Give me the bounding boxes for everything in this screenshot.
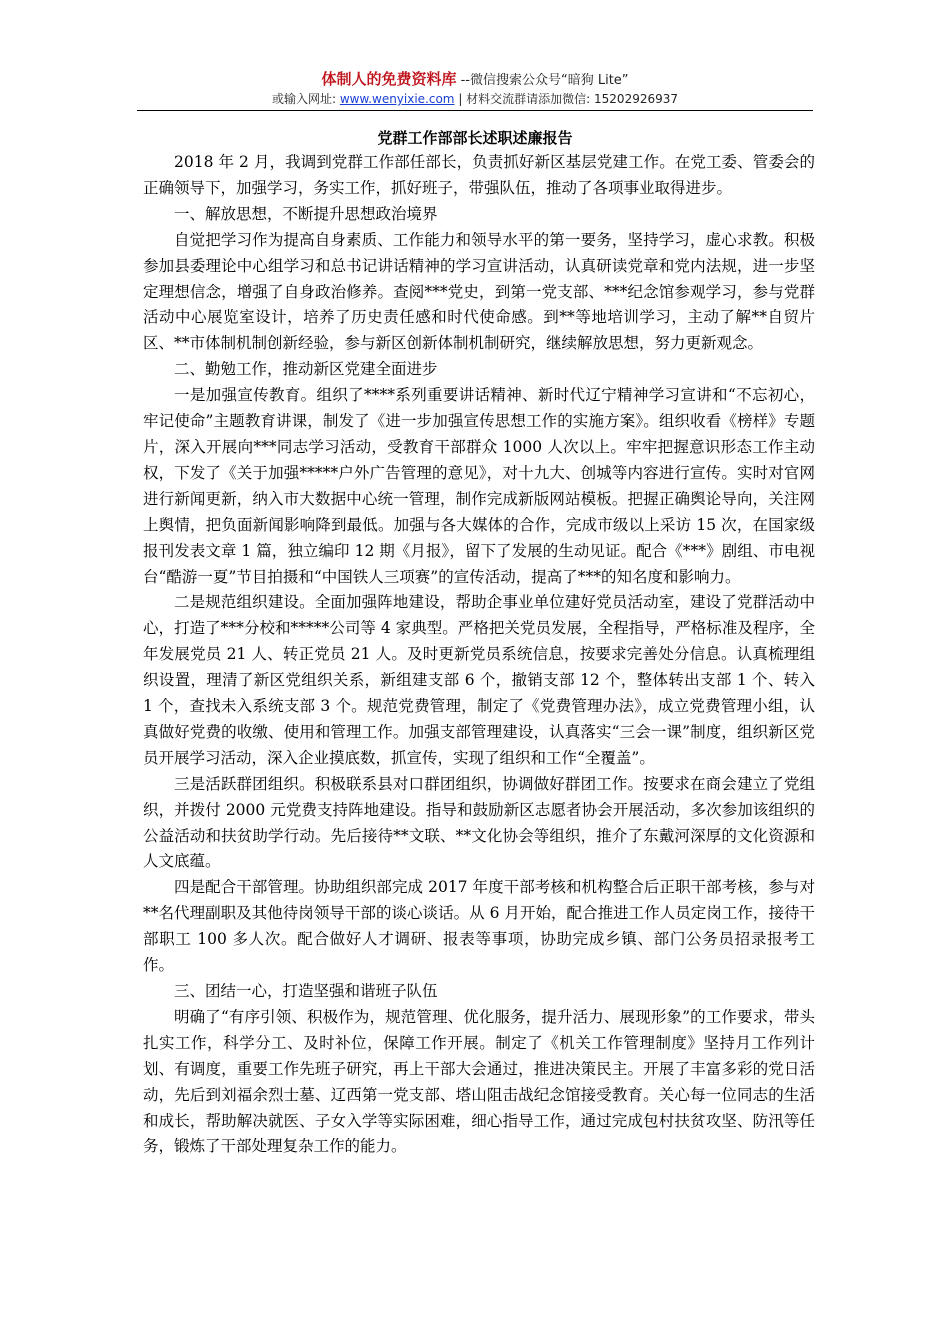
header-divider	[137, 110, 813, 111]
section-heading-3: 三、团结一心，打造坚强和谐班子队伍	[174, 982, 438, 1000]
document-body	[143, 150, 815, 1160]
document-title: 党群工作部部长述职述廉报告	[377, 129, 573, 147]
url-prefix: 或输入网址:	[271, 92, 340, 106]
brand-name: 体制人的免费资料库	[321, 70, 457, 88]
paragraph: 四是配合干部管理。协助组织部完成 2017 年度干部考核和机构整合后正职干部考核，参与对**名代理副职及其他待岗领导干部的谈心谈话。从 6 月开始，配合推进工作人员定岗工作，接待干部职工 100 多人次。配合做好人才调研、报表等事项，协助完成乡镇、部门公务员招录报考工作。	[143, 878, 815, 975]
paragraph-intro: 2018 年 2 月，我调到党群工作部任部长，负责抓好新区基层党建工作。在党工委、管委会的正确领导下，加强学习，务实工作，抓好班子，带强队伍，推动了各项事业取得进步。	[143, 153, 815, 197]
contact-info: | 材料交流群请添加微信: 15202926937	[454, 92, 679, 106]
page-header	[0, 70, 950, 108]
paragraph: 二是规范组织建设。全面加强阵地建设，帮助企事业单位建好党员活动室，建设了党群活动中心，打造了***分校和*****公司等 4 家典型。严格把关党员发展，全程指导，严格标准及程序，全年发展党员 21 人、转正党员 21 人。及时更新党员系统信息，按要求完善处分信息。认真梳理组织设置，理清了新区党组织关系，新组建支部 6 个，撤销支部 12 个，整体转出支部 1 个、转入 1 个，查找未入系统支部 3 个。规范党费管理，制定了《党费管理办法》，成立党费管理小组，认真做好党费的收缴、使用和管理工作。加强支部管理建设，认真落实“三会一课”制度，组织新区党员开展学习活动，深入企业摸底数，抓宣传，实现了组织和工作“全覆盖”。	[143, 593, 815, 767]
header-contact-line	[0, 90, 950, 108]
paragraph: 一是加强宣传教育。组织了****系列重要讲话精神、新时代辽宁精神学习宣讲和“不忘初心，牢记使命”主题教育讲课，制发了《进一步加强宣传思想工作的实施方案》。组织收看《榜样》专题片，深入开展向***同志学习活动，受教育干部群众 1000 人次以上。牢牢把握意识形态工作主动权，下发了《关于加强*****户外广告管理的意见》，对十九大、创城等内容进行宣传。实时对官网进行新闻更新，纳入市大数据中心统一管理，制作完成新版网站模板。把握正确舆论导向，关注网上舆情，把负面新闻影响降到最低。加强与各大媒体的合作，完成市级以上采访 15 次，在国家级报刊发表文章 1 篇，独立编印 12 期《月报》，留下了发展的生动见证。配合《***》剧组、市电视台“酷游一夏”节目拍摄和“中国铁人三项赛”的宣传活动，提高了***的知名度和影响力。	[143, 386, 815, 586]
paragraph: 自觉把学习作为提高自身素质、工作能力和领导水平的第一要务，坚持学习，虚心求教。积极参加县委理论中心组学习和总书记讲话精神的学习宣讲活动，认真研读党章和党内法规，进一步坚定理想信念，增强了自身政治修养。查阅***党史，到第一党支部、***纪念馆参观学习，参与党群活动中心展览室设计，培养了历史责任感和时代使命感。到**等地培训学习，主动了解**自贸片区、**市体制机制创新经验，参与新区创新体制机制研究，继续解放思想，努力更新观念。	[143, 230, 815, 353]
section-heading-1: 一、解放思想，不断提升思想政治境界	[174, 204, 438, 223]
paragraph: 明确了“有序引领、积极作为，规范管理、优化服务，提升活力、展现形象”的工作要求，带头扎实工作，科学分工、及时补位，保障工作开展。制定了《机关工作管理制度》坚持月工作列计划、有调度，重要工作先班子研究，再上干部大会通过，推进决策民主。开展了丰富多彩的党日活动，先后到刘福余烈士墓、辽西第一党支部、塔山阻击战纪念馆接受教育。关心每一位同志的生活和成长，帮助解决就医、子女入学等实际困难，细心指导工作，通过完成包村扶贫攻坚、防汛等任务，锻炼了干部处理复杂工作的能力。	[143, 1007, 815, 1156]
website-link[interactable]: www.wenyixie.com	[339, 92, 455, 106]
header-promo-line	[0, 70, 950, 90]
paragraph: 三是活跃群团组织。积极联系县对口群团组织，协调做好群团工作。按要求在商会建立了党组织，并拨付 2000 元党费支持阵地建设。指导和鼓励新区志愿者协会开展活动，多次参加该组织的公益活动和扶贫助学行动。先后接待**文联、**文化协会等组织，推介了东戴河深厚的文化资源和人文底蕴。	[143, 774, 815, 871]
header-tagline: --微信搜索公众号“暗狗 Lite”	[456, 73, 629, 88]
section-heading-2: 二、勤勉工作，推动新区党建全面进步	[174, 360, 438, 379]
